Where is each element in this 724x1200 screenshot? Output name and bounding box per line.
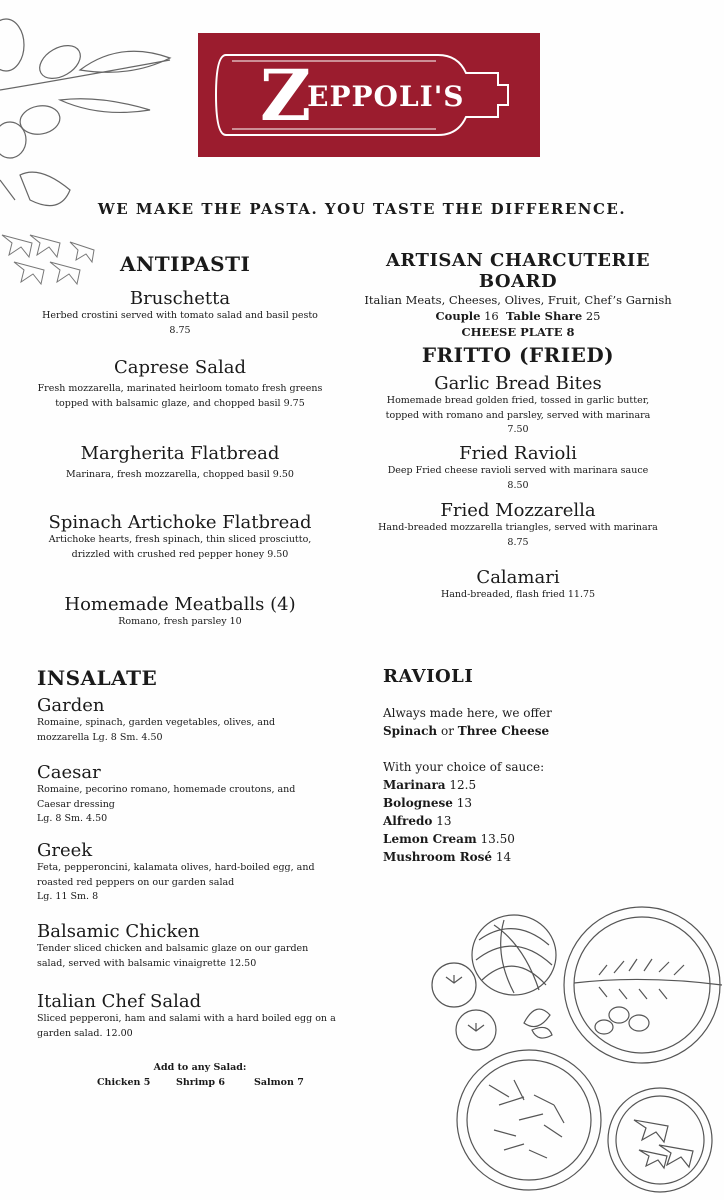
ravioli-heading: RAVIOLI xyxy=(383,666,474,687)
menu-item-calamari xyxy=(350,567,686,603)
menu-item-bruschetta xyxy=(20,288,340,338)
salad-balsamic-chicken xyxy=(37,921,347,971)
item-name: Spinach Artichoke Flatbread xyxy=(48,512,312,533)
cheese-plate: CHEESE PLATE 8 xyxy=(461,325,575,339)
item-name: Balsamic Chicken xyxy=(37,921,200,942)
item-name: Garlic Bread Bites xyxy=(434,373,602,394)
item-name: Fried Mozzarella xyxy=(440,500,596,521)
insalate-heading: INSALATE xyxy=(37,666,158,690)
item-desc: Romano, fresh parsley 10 xyxy=(118,616,242,627)
sauce-intro: With your choice of sauce: xyxy=(383,760,545,774)
item-name: Garden xyxy=(37,695,105,716)
tagline: WE MAKE THE PASTA. YOU TASTE THE DIFFERENCE. xyxy=(97,200,627,218)
add-salmon: Salmon 7 xyxy=(254,1077,304,1088)
item-name: Margherita Flatbread xyxy=(80,443,280,464)
item-desc: Homemade bread golden fried, tossed in garlic butter, xyxy=(386,395,650,406)
item-desc: Caesar dressing xyxy=(37,798,115,810)
item-desc: Fresh mozzarella, marinated heirloom tomato fresh greens xyxy=(37,383,323,394)
item-desc: roasted red peppers on our garden salad xyxy=(37,876,235,888)
item-desc: garden salad. 12.00 xyxy=(37,1027,133,1039)
item-price: 7.50 xyxy=(507,424,529,435)
item-desc: Tender sliced chicken and balsamic glaze on our garden xyxy=(37,943,309,954)
item-name: Calamari xyxy=(476,567,560,588)
item-desc: salad, served with balsamic vinaigrette 12.50 xyxy=(37,957,257,969)
item-desc: Herbed crostini served with tomato salad and basil pesto xyxy=(42,310,318,321)
item-name: Italian Chef Salad xyxy=(37,991,202,1012)
item-desc: topped with romano and parsley, served with marinara xyxy=(385,409,651,421)
ravioli-intro: Always made here, we offer xyxy=(383,706,552,720)
menu-item-fried-ravioli xyxy=(350,443,686,493)
salad-garden xyxy=(37,695,337,745)
menu-item-meatballs xyxy=(20,594,340,630)
menu-item-caprese xyxy=(20,357,340,411)
sauce-list xyxy=(383,776,515,866)
sauce-item: Alfredo 13 xyxy=(383,814,452,828)
item-desc: mozzarella Lg. 8 Sm. 4.50 xyxy=(37,731,163,743)
charcuterie-prices: Couple 16 Table Share 25 xyxy=(435,309,601,323)
fritto-heading: FRITTO (FRIED) xyxy=(421,343,615,367)
item-name: Bruschetta xyxy=(129,288,231,309)
charcuterie-heading: ARTISAN CHARCUTERIE BOARD xyxy=(385,250,651,292)
item-desc: Sliced pepperoni, ham and salami with a hard boiled egg on a xyxy=(37,1013,336,1024)
sauce-item: Marinara 12.5 xyxy=(383,778,477,792)
item-desc: topped with balsamic glaze, and chopped basil 9.75 xyxy=(55,397,305,409)
item-desc: Romaine, spinach, garden vegetables, olives, and xyxy=(37,717,276,728)
item-desc: Feta, pepperoncini, kalamata olives, hard-boiled egg, and xyxy=(37,862,315,873)
antipasti-heading: ANTIPASTI xyxy=(120,252,251,276)
salad-italian-chef xyxy=(37,991,347,1041)
item-name: Greek xyxy=(37,840,93,861)
pasta-plates-illustration xyxy=(424,905,724,1195)
ravioli-options: Spinach or Three Cheese xyxy=(383,724,550,738)
logo-banner xyxy=(198,33,540,157)
item-desc: Hand-breaded mozzarella triangles, served with marinara xyxy=(378,522,658,533)
add-shrimp: Shrimp 6 xyxy=(176,1077,225,1088)
item-name: Caprese Salad xyxy=(114,357,246,378)
add-to-salad-heading: Add to any Salad: xyxy=(153,1062,247,1073)
item-name: Homemade Meatballs (4) xyxy=(64,594,296,615)
item-desc: Deep Fried cheese ravioli served with marinara sauce xyxy=(387,465,649,476)
charcuterie-desc: Italian Meats, Cheeses, Olives, Fruit, Chef’s Garnish xyxy=(364,293,672,307)
item-name: Fried Ravioli xyxy=(459,443,577,464)
salad-greek xyxy=(37,840,337,905)
item-price: 8.50 xyxy=(507,479,529,491)
item-price: 8.75 xyxy=(507,536,529,548)
menu-item-garlic-bread xyxy=(350,373,686,438)
item-desc: Marinara, fresh mozzarella, chopped basil 9.50 xyxy=(66,469,294,480)
logo-text: ZEPPOLI'S xyxy=(260,54,465,137)
menu-item-fried-mozzarella xyxy=(350,500,686,550)
sauce-item: Mushroom Rosé 14 xyxy=(383,850,512,864)
menu-item-margherita xyxy=(20,443,340,483)
item-desc: Lg. 8 Sm. 4.50 xyxy=(37,813,108,824)
item-price: 8.75 xyxy=(169,324,191,336)
sauce-item: Bolognese 13 xyxy=(383,796,472,810)
add-chicken: Chicken 5 xyxy=(97,1077,151,1088)
sauce-item: Lemon Cream 13.50 xyxy=(383,832,515,846)
menu-item-spinach-artichoke xyxy=(20,512,340,562)
item-desc: Romaine, pecorino romano, homemade croutons, and xyxy=(37,784,296,795)
item-name: Caesar xyxy=(37,762,101,783)
charcuterie-section xyxy=(350,250,686,339)
item-desc: Hand-breaded, flash fried 11.75 xyxy=(440,589,596,600)
salad-caesar xyxy=(37,762,337,827)
item-desc: Lg. 11 Sm. 8 xyxy=(37,891,99,902)
item-desc: Artichoke hearts, fresh spinach, thin sliced prosciutto, xyxy=(48,534,312,545)
item-desc: drizzled with crushed red pepper honey 9.50 xyxy=(71,548,289,560)
